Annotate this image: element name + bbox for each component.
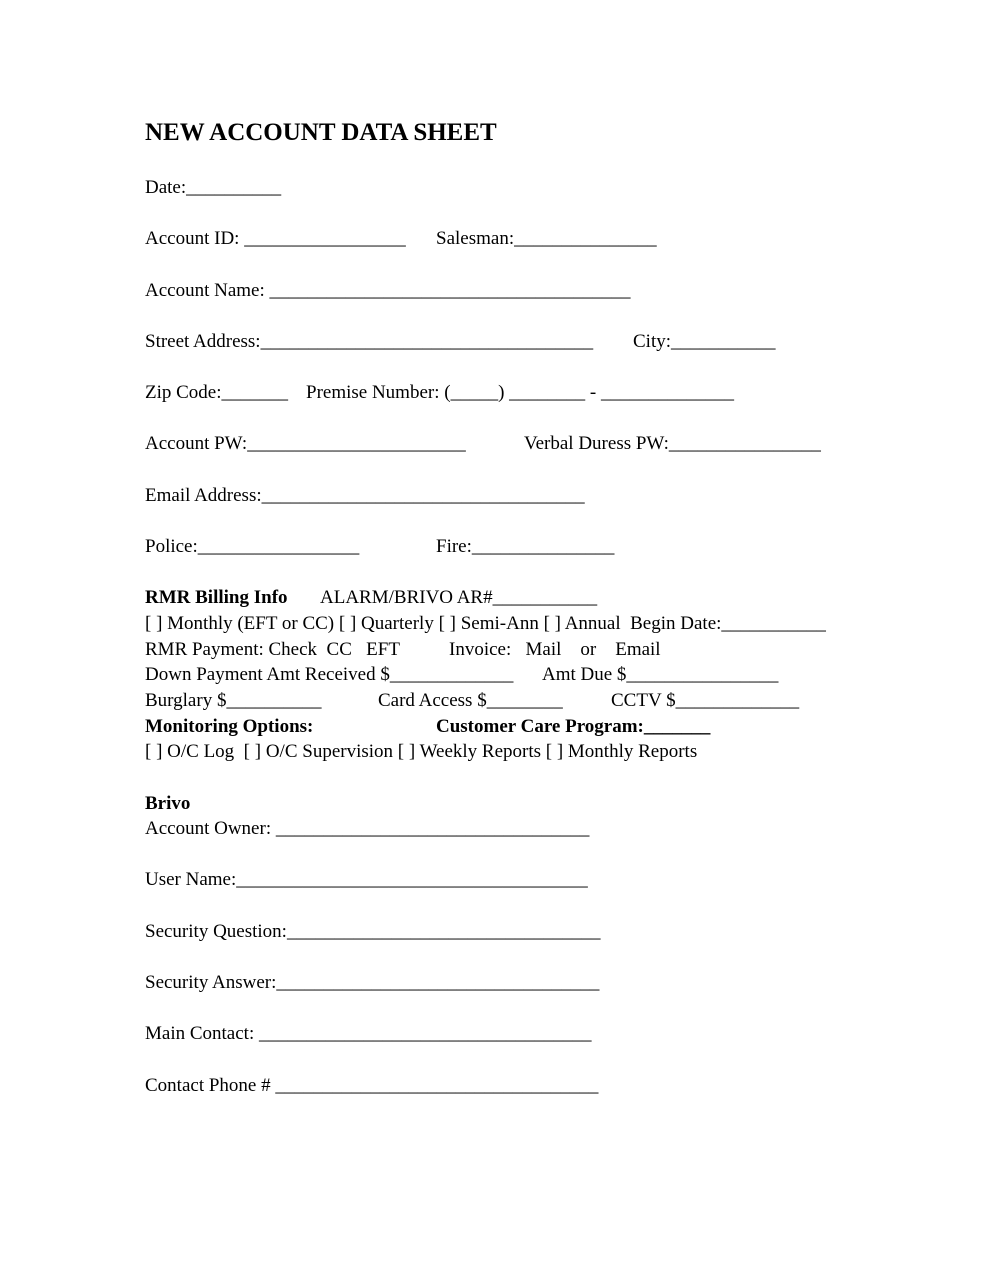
page-title: NEW ACCOUNT DATA SHEET xyxy=(145,119,497,146)
security-answer-field[interactable]: Security Answer:__________________________________ xyxy=(145,972,600,993)
account-name-field[interactable]: Account Name: ______________________________________ xyxy=(145,280,631,301)
customer-care-program-field[interactable]: Customer Care Program:_______ xyxy=(436,716,711,737)
invoice-options[interactable]: Invoice: Mail or Email xyxy=(449,639,661,660)
date-field[interactable]: Date:__________ xyxy=(145,177,282,198)
main-contact-field[interactable]: Main Contact: ___________________________________ xyxy=(145,1023,592,1044)
contact-phone-field[interactable]: Contact Phone # __________________________________ xyxy=(145,1075,599,1096)
verbal-duress-pw-field[interactable]: Verbal Duress PW:________________ xyxy=(524,433,821,454)
report-options[interactable]: [ ] O/C Log [ ] O/C Supervision [ ] Weekly Reports [ ] Monthly Reports xyxy=(145,741,698,762)
fire-field[interactable]: Fire:_______________ xyxy=(436,536,615,557)
email-address-field[interactable]: Email Address:__________________________________ xyxy=(145,485,585,506)
amt-due-field[interactable]: Amt Due $________________ xyxy=(542,664,779,685)
cctv-field[interactable]: CCTV $_____________ xyxy=(611,690,800,711)
zip-code-field[interactable]: Zip Code:_______ xyxy=(145,382,289,403)
down-payment-field[interactable]: Down Payment Amt Received $_____________ xyxy=(145,664,514,685)
rmr-payment-options[interactable]: RMR Payment: Check CC EFT xyxy=(145,639,400,660)
salesman-field[interactable]: Salesman:_______________ xyxy=(436,228,657,249)
premise-number-field[interactable]: Premise Number: (_____) ________ - ______________ xyxy=(306,382,734,403)
billing-frequency-options[interactable]: [ ] Monthly (EFT or CC) [ ] Quarterly [ ] Semi-Ann [ ] Annual Begin Date:___________ xyxy=(145,613,826,634)
account-pw-field[interactable]: Account PW:_______________________ xyxy=(145,433,466,454)
brivo-heading: Brivo xyxy=(145,793,191,814)
monitoring-options-label: Monitoring Options: xyxy=(145,716,314,737)
rmr-billing-heading: RMR Billing Info xyxy=(145,587,288,608)
street-address-field[interactable]: Street Address:___________________________________ xyxy=(145,331,594,352)
user-name-field[interactable]: User Name:_____________________________________ xyxy=(145,869,588,890)
police-field[interactable]: Police:_________________ xyxy=(145,536,360,557)
alarm-brivo-ar-field[interactable]: ALARM/BRIVO AR#___________ xyxy=(320,587,598,608)
account-id-field[interactable]: Account ID: _________________ xyxy=(145,228,406,249)
city-field[interactable]: City:___________ xyxy=(633,331,776,352)
security-question-field[interactable]: Security Question:_________________________________ xyxy=(145,921,601,942)
burglary-field[interactable]: Burglary $__________ xyxy=(145,690,322,711)
account-owner-field[interactable]: Account Owner: _________________________________ xyxy=(145,818,590,839)
card-access-field[interactable]: Card Access $________ xyxy=(378,690,563,711)
